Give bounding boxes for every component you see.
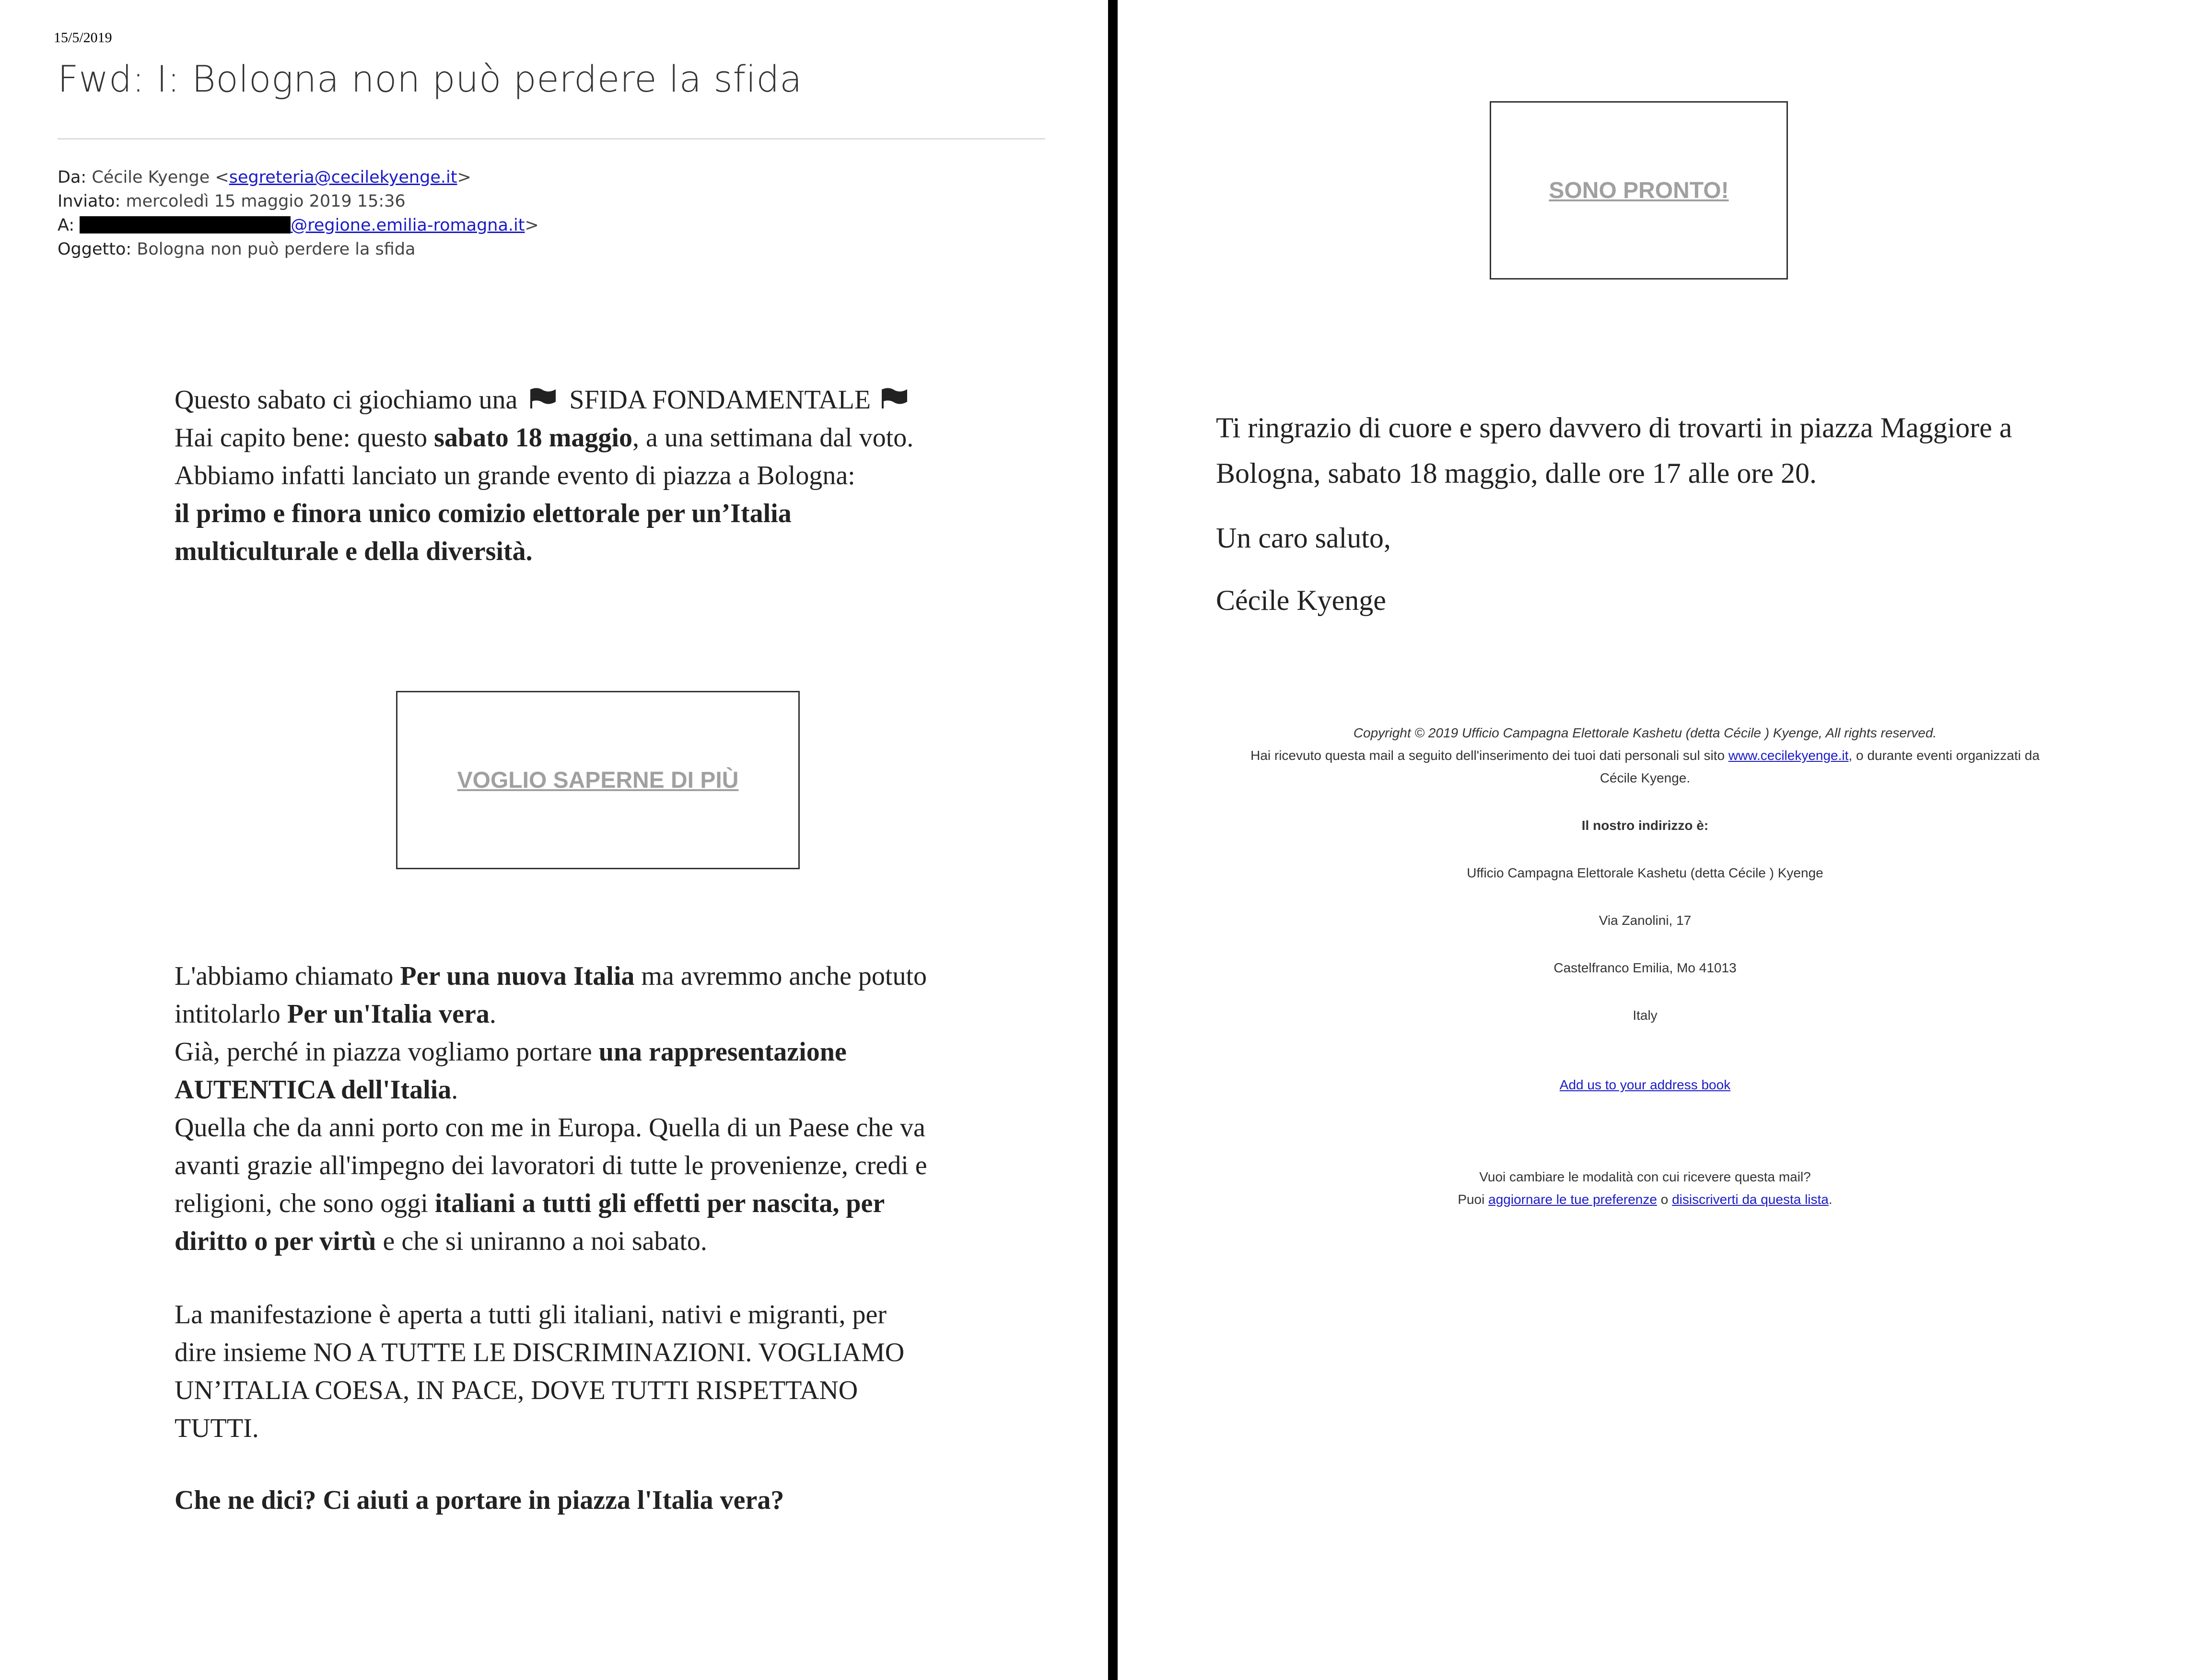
- body-line: [175, 995, 927, 1033]
- body-text: SFIDA FONDAMENTALE: [569, 385, 871, 415]
- from-name: Cécile Kyenge <: [92, 168, 229, 187]
- ready-link[interactable]: SONO PRONTO!: [1549, 177, 1729, 203]
- prefs-row: [1223, 1188, 2067, 1211]
- footer-text: Hai ricevuto questa mail a seguito dell'inserimento dei tuoi dati personali sul sito: [1250, 748, 1728, 763]
- to-label: A:: [58, 216, 75, 235]
- body-text: .: [451, 1075, 458, 1105]
- body-text: religioni, che sono oggi: [175, 1189, 435, 1218]
- body-bold-line: [175, 495, 914, 533]
- change-prefs-text: Vuoi cambiare le modalità con cui ricevere questa mail?: [1479, 1169, 1811, 1184]
- email-footer: [1223, 722, 2067, 1211]
- body-bold-text: Per una nuova Italia: [400, 961, 635, 991]
- body-line: [175, 1185, 927, 1223]
- body-text: intitolarlo: [175, 999, 287, 1029]
- unsubscribe-link[interactable]: disiscriverti da questa lista: [1672, 1192, 1829, 1207]
- body-bold-text: Per un'Italia vera: [287, 999, 490, 1029]
- body-bold-text: AUTENTICA dell'Italia: [175, 1075, 452, 1105]
- body-paragraph-3: [175, 1296, 904, 1447]
- body-bold-text: diritto o per virtù: [175, 1226, 376, 1256]
- to-close: >: [525, 216, 539, 235]
- body-line: Bologna, sabato 18 maggio, dalle ore 17 alle ore 20.: [1216, 457, 1817, 489]
- body-bold-line: [175, 533, 914, 571]
- body-line: [175, 381, 914, 419]
- address-label: Il nostro indirizzo è:: [1581, 818, 1709, 833]
- address-country: Italy: [1633, 1008, 1658, 1023]
- body-text: Questo sabato ci giochiamo una: [175, 385, 518, 415]
- spacer: [1223, 884, 2067, 909]
- body-line: [175, 419, 914, 457]
- email-header-meta: [58, 165, 539, 261]
- copyright-text: Copyright © 2019 Ufficio Campagna Elettorale Kashetu (detta Cécile ) Kyenge, All rights reserved.: [1353, 725, 1937, 740]
- to-email-link[interactable]: @regione.emilia-romagna.it: [291, 216, 525, 235]
- footer-text: o: [1657, 1192, 1672, 1207]
- body-line: [175, 1223, 927, 1260]
- spacer: [1223, 932, 2067, 957]
- header-divider: [58, 138, 1045, 140]
- body-text: , a una settimana dal voto.: [632, 423, 914, 453]
- cta-box-learn-more: [396, 691, 800, 869]
- footer-text: .: [1828, 1192, 1833, 1207]
- address-street: Via Zanolini, 17: [1599, 913, 1692, 928]
- body-line: La manifestazione è aperta a tutti gli italiani, nativi e migranti, per: [175, 1300, 887, 1330]
- body-line: Ti ringrazio di cuore e spero davvero di trovarti in piazza Maggiore a: [1216, 412, 2012, 443]
- body-bold-text: italiani a tutti gli effetti per nascita, per: [434, 1189, 885, 1218]
- right-page: [1118, 0, 2195, 1680]
- body-line: avanti grazie all'impegno dei lavoratori di tutte le provenienze, credi e: [175, 1151, 927, 1180]
- from-row: [58, 165, 539, 189]
- sent-label: Inviato:: [58, 192, 121, 211]
- closing-question: Che ne dici? Ci aiuti a portare in piazza l'Italia vera?: [175, 1485, 784, 1515]
- body-line: Abbiamo infatti lanciato un grande evento di piazza a Bologna:: [175, 461, 855, 490]
- received-notice-end: Cécile Kyenge.: [1600, 770, 1691, 785]
- body-line: [175, 957, 927, 995]
- subject-label: Oggetto:: [58, 240, 132, 259]
- body-bold-text: una rappresentazione: [598, 1037, 847, 1067]
- email-subject-title: Fwd: I: Bologna non può perdere la sfida: [58, 58, 803, 100]
- subject-value: Bologna non può perdere la sfida: [137, 240, 416, 259]
- sent-value: mercoledì 15 maggio 2019 15:36: [126, 192, 406, 211]
- subject-row: [58, 237, 539, 261]
- body-paragraph-2: [175, 957, 927, 1260]
- body-line: Quella che da anni porto con me in Europa. Quella di un Paese che va: [175, 1113, 925, 1143]
- to-row: [58, 213, 539, 237]
- body-line: UN’ITALIA COESA, IN PACE, DOVE TUTTI RISPETTANO: [175, 1376, 858, 1405]
- body-text: .: [489, 999, 496, 1029]
- sent-row: [58, 189, 539, 213]
- body-paragraph-4: [175, 1482, 784, 1519]
- from-label: Da:: [58, 168, 87, 187]
- print-date: 15/5/2019: [54, 30, 112, 46]
- footer-text: , o durante eventi organizzati da: [1848, 748, 2040, 763]
- website-link[interactable]: www.cecilekyenge.it: [1728, 748, 1849, 763]
- body-text: e che si uniranno a noi sabato.: [376, 1226, 707, 1256]
- black-flag-icon: [880, 387, 909, 408]
- spacer: [1223, 979, 2067, 1004]
- body-paragraph-1: [175, 381, 914, 571]
- spacer: [1223, 837, 2067, 862]
- thanks-paragraph: [1216, 405, 2012, 496]
- body-text: Hai capito bene: questo: [175, 423, 434, 453]
- body-line: TUTTI.: [175, 1413, 259, 1443]
- from-email-link[interactable]: segreteria@cecilekyenge.it: [229, 168, 457, 187]
- spacer: [1223, 1096, 2067, 1166]
- body-text: L'abbiamo chiamato: [175, 961, 400, 991]
- body-text: Già, perché in piazza vogliamo portare: [175, 1037, 599, 1067]
- received-notice: [1223, 744, 2067, 767]
- address-city: Castelfranco Emilia, Mo 41013: [1553, 960, 1737, 975]
- address-book-row: [1223, 1073, 2067, 1096]
- greeting: Un caro saluto,: [1216, 522, 1391, 554]
- learn-more-link[interactable]: VOGLIO SAPERNE DI PIÙ: [457, 767, 739, 793]
- add-address-book-link[interactable]: Add us to your address book: [1559, 1077, 1731, 1092]
- body-line: [175, 1071, 927, 1109]
- body-line: dire insieme NO A TUTTE LE DISCRIMINAZIONI. VOGLIAMO: [175, 1338, 905, 1367]
- update-preferences-link[interactable]: aggiornare le tue preferenze: [1488, 1192, 1657, 1207]
- body-text: ma avremmo anche potuto: [634, 961, 927, 991]
- spacer: [1223, 789, 2067, 814]
- body-line: [175, 1033, 927, 1071]
- cta-box-ready: [1490, 101, 1788, 280]
- spacer: [1223, 1027, 2067, 1073]
- body-bold-text: sabato 18 maggio: [434, 423, 632, 453]
- black-flag-icon: [529, 387, 558, 408]
- body-bold-text: il primo e finora unico comizio elettorale per un’Italia: [175, 499, 792, 528]
- redaction-bar: [80, 216, 291, 233]
- footer-text: Puoi: [1458, 1192, 1489, 1207]
- body-bold-text: multiculturale e della diversità.: [175, 537, 533, 566]
- address-org: Ufficio Campagna Elettorale Kashetu (detta Cécile ) Kyenge: [1467, 865, 1823, 880]
- signature-name: Cécile Kyenge: [1216, 584, 1386, 616]
- from-close: >: [457, 168, 471, 187]
- page-divider: [1108, 0, 1118, 1680]
